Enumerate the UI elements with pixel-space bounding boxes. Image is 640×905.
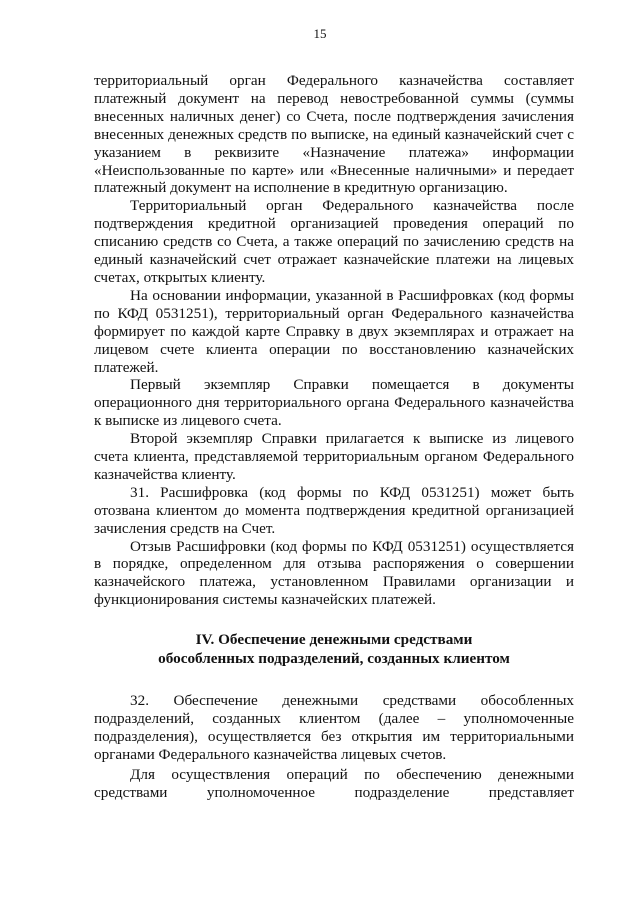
paragraph: Для осуществления операций по обеспечению денежными средствами уполномоченное подразделение представляет: [94, 765, 574, 801]
paragraph: 31. Расшифровка (код формы по КФД 0531251) может быть отозвана клиентом до момента подтверждения кредитной организацией зачисления средств на Счет.: [94, 483, 574, 537]
paragraph: территориальный орган Федерального казначейства составляет платежный документ на перевод невостребованной суммы (суммы внесенных наличных денег) со Счета, после подтверждения зачисления внесенных денежных средств по выписке, на единый казначейский счет с указанием в реквизите «Назначение платежа» информации «Неиспользованные по карте» или «Внесенные наличными» и передает платежный документ на исполнение в кредитную организацию.: [94, 72, 574, 197]
paragraph: 32. Обеспечение денежными средствами обособленных подразделений, созданных клиентом (далее – уполномоченные подразделения), осуществляется без открытия им территориальными органами Федерального казначейства лицевых счетов.: [94, 692, 574, 763]
paragraph: На основании информации, указанной в Расшифровках (код формы по КФД 0531251), территориальный орган Федерального казначейства формирует по каждой карте Справку в двух экземплярах и отражает на лицевом счете клиента операции по восстановлению казначейских платежей.: [94, 286, 574, 376]
section-heading: [94, 631, 574, 668]
paragraph: Территориальный орган Федерального казначейства после подтверждения кредитной организацией проведения операций по списанию средств со Счета, а также операций по зачислению средств на единый казначейский счет отражает казначейские платежи на лицевых счетах, открытых клиенту.: [94, 197, 574, 286]
section-heading-line: IV. Обеспечение денежными средствами: [195, 631, 473, 649]
paragraph: Второй экземпляр Справки прилагается к выписке из лицевого счета клиента, представляемой территориальным органом Федерального казначейства клиенту.: [94, 430, 574, 483]
document-body: [94, 72, 574, 802]
page-number: 15: [313, 26, 327, 41]
paragraph: Отзыв Расшифровки (код формы по КФД 0531251) осуществляется в порядке, определенном для отзыва распоряжения о совершении казначейского платежа, установленном Правилами организации и функционирования системы казначейских платежей.: [94, 537, 574, 609]
section-heading-line: обособленных подразделений, созданных клиентом: [158, 649, 510, 667]
paragraph: Первый экземпляр Справки помещается в документы операционного дня территориального органа Федерального казначейства к выписке из лицевого счета.: [94, 376, 574, 430]
